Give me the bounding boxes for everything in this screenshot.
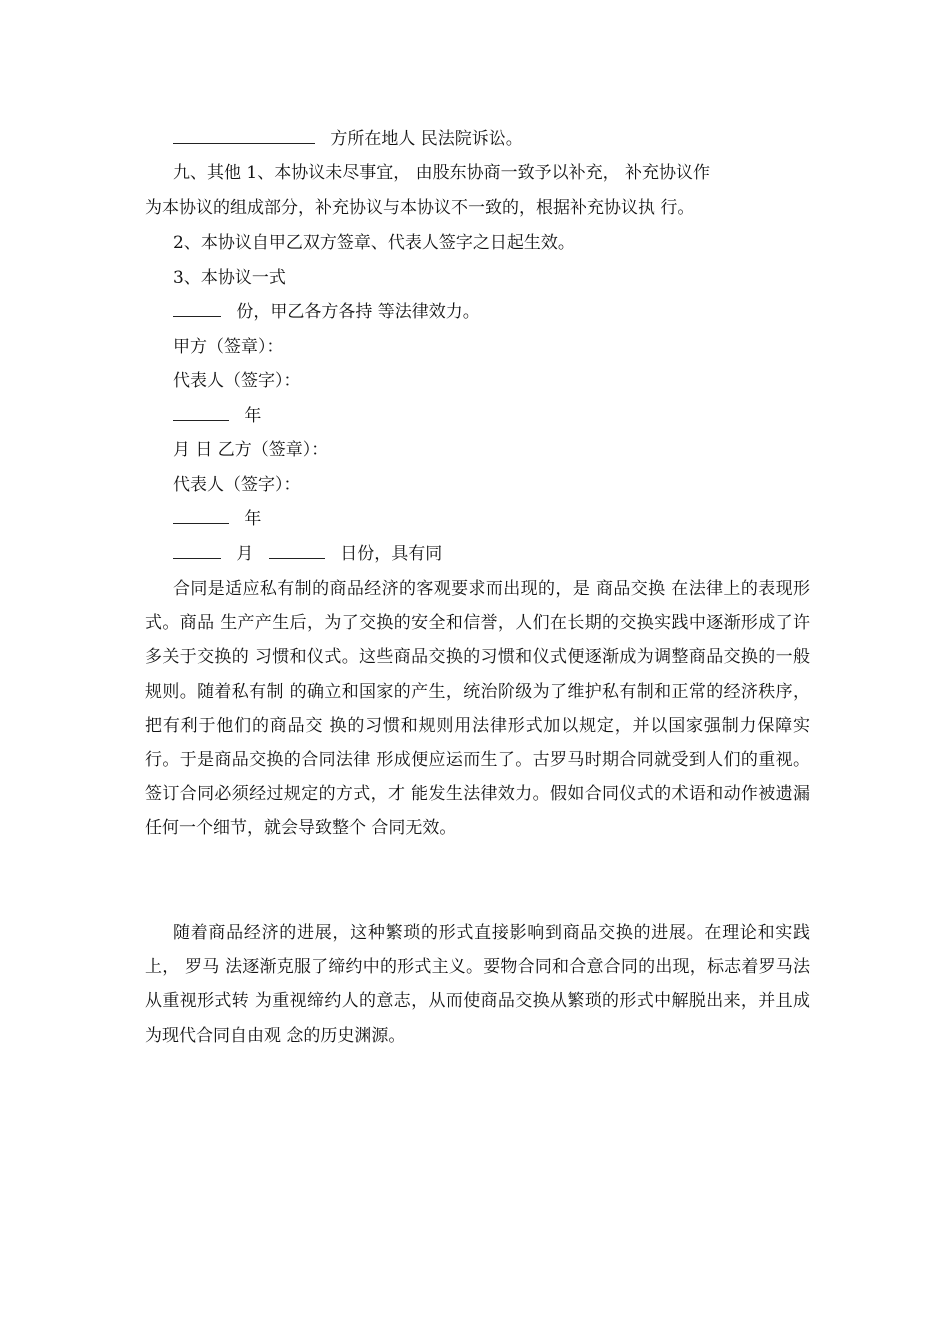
blank-field [173,296,221,317]
line-text: 方所在地人 民法院诉讼。 [330,129,523,149]
line-text: 年 [244,509,262,529]
party-a-year-line [173,399,838,433]
month-text: 月 [236,544,254,564]
line-text: 九、其他 1、本协议未尽事宜， 由股东协商一致予以补充， 补充协议作 [173,163,711,183]
date-line [173,537,838,571]
party-b-representative-line [173,468,838,502]
line-text: 甲方（签章）： [173,337,284,357]
blank-field [173,400,229,421]
other-terms-line [173,156,838,190]
effective-clause-line [173,226,838,260]
party-a-representative-line [173,364,838,398]
blank-field [173,503,229,524]
blank-field [269,538,325,559]
court-clause-line [173,122,838,156]
line-text: 3、本协议一式 [173,268,286,288]
copies-count-line [173,295,838,329]
copies-clause-line [173,261,838,295]
line-text: 年 [244,406,262,426]
line-text: 份，甲乙各方各持 等法律效力。 [236,302,480,322]
blank-field [173,123,315,144]
party-a-seal-line [173,330,838,364]
supplement-line [145,191,810,225]
body-paragraph-1: 合同是适应私有制的商品经济的客观要求而出现的，是 商品交换 在法律上的表现形式。商品 生产产生后，为了交换的安全和信誉，人们在长期的交换实践中逐渐形成了许多关于交换的 习惯和仪式。这些商品交换的习惯和仪式便逐渐成为调整商品交换的一般规则。随着私有制 的确立和国家的产生，统治阶级为了维护私有制和正常的经济秩序，把有利于他们的商品交 换的习惯和规则用法律形式加以规定，并以国家强制力保障实行。于是商品交换的合同法律 形成便应运而生了。古罗马时期合同就受到人们的重视。签订合同必须经过规定的方式，才 能发生法律效力。假如合同仪式的术语和动作被遗漏任何一个细节，就会导致整个 合同无效。 [145,579,810,839]
day-text: 日份，具有同 [340,544,443,564]
line-text: 代表人（签字）： [173,371,301,391]
body-paragraph-2: 随着商品经济的进展，这种繁琐的形式直接影响到商品交换的进展。在理论和实践上， 罗马 法逐渐克服了缔约中的形式主义。要物合同和合意合同的出现，标志着罗马法从重视形式转 为重视缔约人的意志，从而使商品交换从繁琐的形式中解脱出来，并且成为现代合同自由观 念的历史渊源。 [145,923,810,1046]
line-text: 月 日 乙方（签章）： [173,440,329,460]
blank-field [173,538,221,559]
line-text: 代表人（签字）： [173,475,301,495]
party-b-year-line [173,502,838,536]
line-text: 2、本协议自甲乙双方签章、代表人签字之日起生效。 [173,233,575,253]
line-text: 为本协议的组成部分，补充协议与本协议不一致的，根据补充协议执 行。 [145,198,695,218]
party-b-seal-line [173,433,838,467]
